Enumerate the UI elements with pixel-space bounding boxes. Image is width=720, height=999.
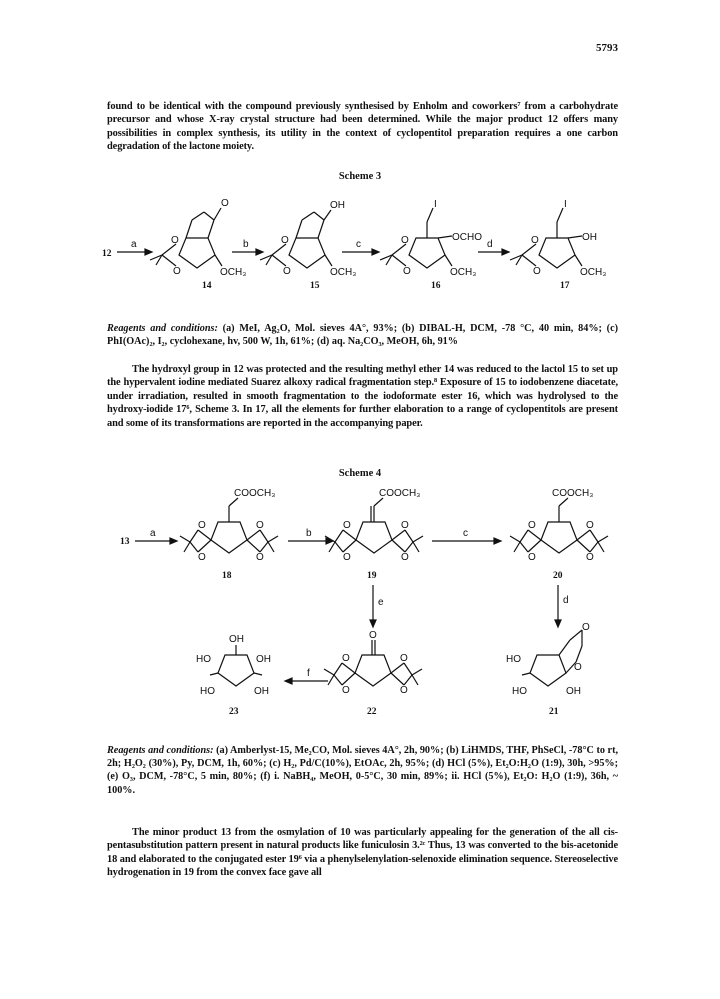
cpd22-number: 22 xyxy=(367,707,377,717)
cpd18-number: 18 xyxy=(222,571,232,581)
scheme4-start-label: 13 xyxy=(120,537,130,547)
cpd16-number: 16 xyxy=(431,281,441,291)
scheme4-reagents-text: (a) Amberlyst-15, Me₂CO, Mol. sieves 4A°, 2h, 90%; (b) LiHMDS, THF, PhSeCl, -78°C to rt, 2h; H₂O₂ (30%), Py, DCM, 1h, 60%; (c) H₂, Pd/C(10%), EtOAc, 2h, 95%; (d) HCl (5%), Et₂O:H₂O (1:9), 30h, >95%; (e) O₃, DCM, -78°C, 5 min, 80%; (f) i. NaBH₄, MeOH, 0-5°C, 30 min, 89%; ii. HCl (5%), Et₂O: H₂O (1:9), 36h, ~ 100%. xyxy=(107,745,619,796)
cpd15-number: 15 xyxy=(310,281,320,291)
cpd20-cooch3: COOCH₃ xyxy=(552,488,594,499)
cpd23-oh-top: OH xyxy=(229,634,244,645)
cpd22-o4: O xyxy=(400,685,408,696)
scheme4-reagents-lead: Reagents and conditions: xyxy=(107,745,214,756)
paragraph-scheme4-text: The minor product 13 from the osmylation of 10 was particularly appealing for the generation of the all cis-pentasubstitution pattern present in natural products like funiculosin 3.²ᶜ Thus, 13 was converted to the bis-acetonide 18 and elaborated to the conjugated ester 19⁶ via a phenylselenylation-selenoxide elimination sequence. Stereoselective hydrogenation in 19 from the convex face gave all xyxy=(107,827,618,879)
cpd23-ho-bottom: HO xyxy=(200,686,215,697)
cpd20-o1: O xyxy=(528,520,536,531)
scheme4-arrow-f-head xyxy=(285,678,292,684)
cpd19-o1: O xyxy=(343,520,351,531)
cpd21-ho-bottom: HO xyxy=(512,686,527,697)
cpd16-ocho: OCHO xyxy=(452,232,482,243)
cpd20-o4: O xyxy=(586,552,594,563)
cpd18-o3: O xyxy=(256,520,264,531)
cpd21-ring-o: O xyxy=(574,662,582,673)
cpd15-och3: OCH₃ xyxy=(330,267,357,278)
page-number: 5793 xyxy=(596,42,618,54)
cpd15-ring-o1: O xyxy=(281,235,289,246)
cpd19-o2: O xyxy=(343,552,351,563)
cpd17-iodo: I xyxy=(564,199,567,210)
cpd19-o3: O xyxy=(401,520,409,531)
scheme4-arrow-a-head xyxy=(170,538,177,544)
scheme3-arrow-c-label: c xyxy=(356,239,361,250)
cpd17-number: 17 xyxy=(560,281,570,291)
cpd22-o1: O xyxy=(342,653,350,664)
scheme4-arrow-d-label: d xyxy=(563,595,569,606)
cpd18-o4: O xyxy=(256,552,264,563)
cpd17-oh: OH xyxy=(582,232,597,243)
scheme4-arrow-f-label: f xyxy=(307,668,310,679)
scheme3-reagents-text: (a) MeI, Ag₂O, Mol. sieves 4A°, 93%; (b) DIBAL-H, DCM, -78 °C, 40 min, 84%; (c) PhI(OAc)₂, I₂, cyclohexane, hv, 500 W, 1h, 61%; (d) aq. Na₂CO₃, MeOH, 6h, 91% xyxy=(107,323,618,348)
cpd23-ho-left: HO xyxy=(196,654,211,665)
cpd20-o3: O xyxy=(586,520,594,531)
cpd16-och3: OCH₃ xyxy=(450,267,477,278)
cpd15-oh: OH xyxy=(330,200,345,211)
scheme3-start-label: 12 xyxy=(102,249,112,259)
cpd18-o1: O xyxy=(198,520,206,531)
paragraph-scheme3-text: The hydroxyl group in 12 was protected and the resulting methyl ether 14 was reduced to the lactol 15 to set up the hypervalent iodine mediated Suarez alkoxy radical fragmentation step.⁸ Exposure of 15 to iodobenzene diacetate, under irradiation, resulted in smooth fragmentation to the iodoformate ester 16, which was hydrolysed to the hydroxy-iodide 17⁶, Scheme 3. In 17, all the elements for further elaboration to a range of cyclopentitols are present and some of its transformations are reported in the accompanying paper. xyxy=(107,364,618,429)
compound-21-structure xyxy=(522,630,582,686)
cpd17-och3: OCH₃ xyxy=(580,267,607,278)
cpd23-oh-right: OH xyxy=(256,654,271,665)
scheme3-arrow-b-label: b xyxy=(243,239,249,250)
scheme4-arrow-d-head xyxy=(555,620,561,627)
cpd14-ring-o2: O xyxy=(173,266,181,277)
cpd18-o2: O xyxy=(198,552,206,563)
scheme3-title: Scheme 3 xyxy=(338,171,382,182)
cpd21-ho-left: HO xyxy=(506,654,521,665)
cpd23-oh-bottom: OH xyxy=(254,686,269,697)
scheme4-arrow-a-label: a xyxy=(150,528,156,539)
cpd20-o2: O xyxy=(528,552,536,563)
scheme3-arrow-a-label: a xyxy=(131,239,137,250)
cpd20-number: 20 xyxy=(553,571,563,581)
cpd16-ring-o2: O xyxy=(403,266,411,277)
cpd21-number: 21 xyxy=(549,707,559,717)
scheme4-arrow-b-label: b xyxy=(306,528,312,539)
cpd18-cooch3: COOCH₃ xyxy=(234,488,276,499)
cpd14-och3: OCH₃ xyxy=(220,267,247,278)
cpd23-number: 23 xyxy=(229,707,239,717)
cpd16-ring-o1: O xyxy=(401,235,409,246)
cpd21-oh-bottom: OH xyxy=(566,686,581,697)
cpd22-carbonyl-o: O xyxy=(369,630,377,641)
scheme4-arrow-c-head xyxy=(494,538,501,544)
scheme4-arrow-e-head xyxy=(370,620,376,627)
scheme4-arrow-e-label: e xyxy=(378,597,384,608)
scheme3-arrow-d-label: d xyxy=(487,239,493,250)
scheme3-reagents-lead: Reagents and conditions: xyxy=(107,323,218,334)
cpd19-o4: O xyxy=(401,552,409,563)
scheme4-reagents xyxy=(107,744,618,797)
scheme4-arrow-c-label: c xyxy=(463,528,468,539)
paragraph-intro-text: found to be identical with the compound previously synthesised by Enholm and coworkers⁷ from a carbohydrate precursor and whose X-ray crystal structure had been determined. While the major product 12 offers many possibilities in complex synthesis, its utility in the context of cyclopentitol preparation requires a one carbon degradation of the lactone moiety. xyxy=(107,101,618,153)
cpd14-ring-o1: O xyxy=(171,235,179,246)
paragraph-scheme4-discussion xyxy=(107,826,618,880)
cpd14-carbonyl-o: O xyxy=(221,198,229,209)
cpd15-ring-o2: O xyxy=(283,266,291,277)
cpd22-o3: O xyxy=(400,653,408,664)
cpd17-ring-o2: O xyxy=(533,266,541,277)
cpd21-carbonyl-o: O xyxy=(582,622,590,633)
cpd22-o2: O xyxy=(342,685,350,696)
cpd17-ring-o1: O xyxy=(531,235,539,246)
scheme4-title: Scheme 4 xyxy=(338,468,382,479)
cpd19-number: 19 xyxy=(367,571,377,581)
cpd16-iodo: I xyxy=(434,199,437,210)
cpd14-number: 14 xyxy=(202,281,212,291)
cpd19-cooch3: COOCH₃ xyxy=(379,488,421,499)
compound-23-structure xyxy=(210,645,262,686)
